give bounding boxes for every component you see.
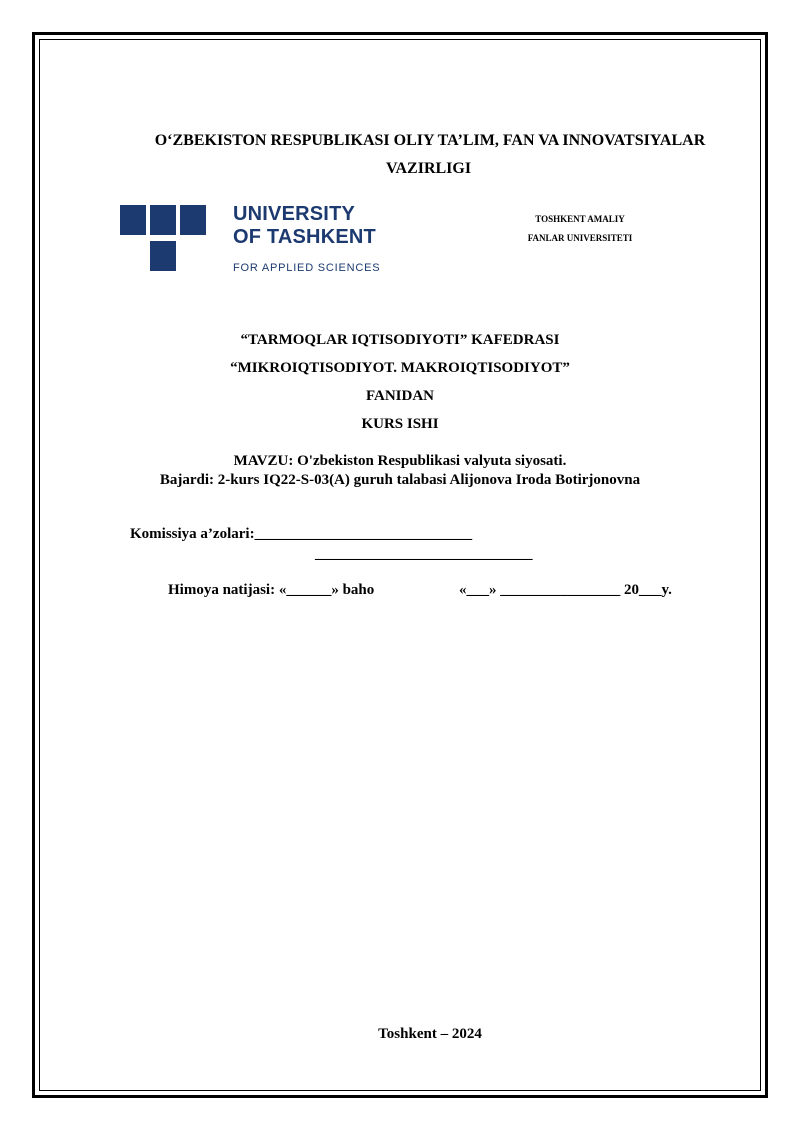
- university-logo-icon: [120, 205, 210, 273]
- author-line: Bajardi: 2-kurs IQ22-S-03(A) guruh talabasi Alijonova Iroda Botirjonovna: [159, 472, 641, 488]
- subject-suffix: FANIDAN: [365, 388, 435, 404]
- logo-text-university: UNIVERSITY: [233, 203, 356, 225]
- topic-line: MAVZU: O'zbekiston Respublikasi valyuta siyosati.: [233, 453, 567, 469]
- page-border-inner: [39, 39, 761, 1091]
- defense-date: «___» ________________ 20___y.: [459, 582, 672, 598]
- footer-city-year: Toshkent – 2024: [378, 1026, 482, 1042]
- ministry-title-line2: VAZIRLIGI: [386, 160, 472, 177]
- ministry-title-line1: O‘ZBEKISTON RESPUBLIKASI OLIY TA’LIM, FAN VA INNOVATSIYALAR: [154, 132, 706, 149]
- commission-signature-line: _____________________________: [315, 546, 533, 562]
- department-title: “TARMOQLAR IQTISODIYOTI” KAFEDRASI: [240, 332, 560, 348]
- commission-label: Komissiya a’zolari:_____________________________: [130, 526, 473, 542]
- logo-text-of-tashkent: OF TASHKENT: [233, 226, 376, 248]
- document-type: KURS ISHI: [361, 416, 439, 432]
- subject-title: “MIKROIQTISODIYOT. MAKROIQTISODIYOT”: [230, 360, 570, 376]
- university-name-line1: TOSHKENT AMALIY: [535, 214, 625, 224]
- defense-result: Himoya natijasi: «______» baho: [168, 582, 375, 598]
- university-name-line2: FANLAR UNIVERSITETI: [527, 233, 633, 243]
- logo-text-applied-sciences: FOR APPLIED SCIENCES: [233, 262, 381, 274]
